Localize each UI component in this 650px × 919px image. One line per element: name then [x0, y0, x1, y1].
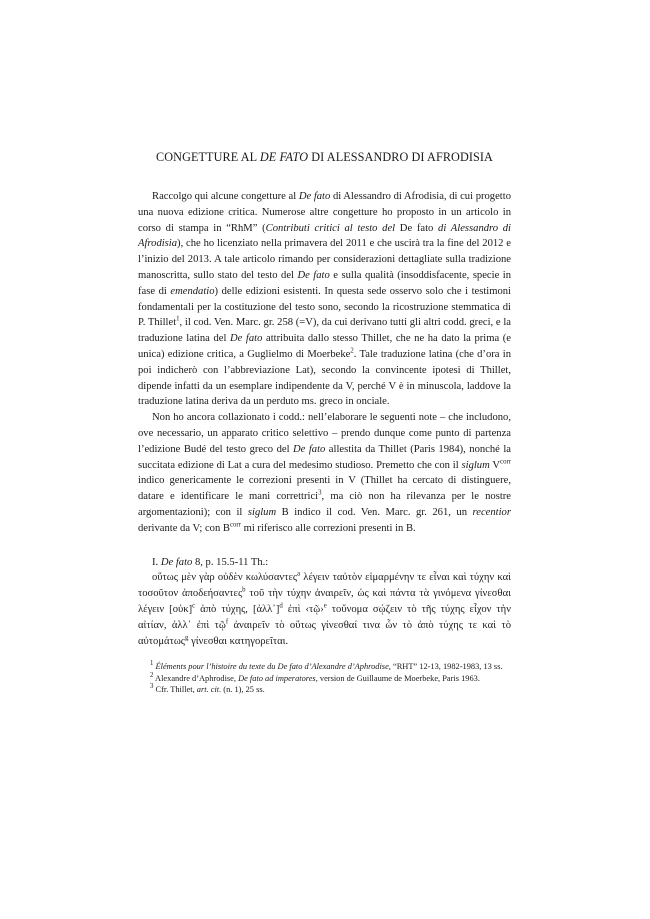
title-work: DE FATO	[259, 150, 309, 164]
section-I	[138, 555, 511, 650]
paragraph-2: Non ho ancora collazionato i codd.: nell’elaborare le seguenti note – che includono, ove necessario, un apparato critico selettivo – prendo dunque come punto di partenza l’edizione Budé del testo greco del De fato allestita da Thillet (Paris 1984), nonché la succitata edizione di Lat a cura del medesimo studioso. Premetto che con il siglum $V^{corr}$ indico genericamente le correzioni presenti in V (Thillet ha cercato di distinguere, datare e identificare le mani correttrici$^3$, ma ciò non ha rilevanza per le nostre argomentazioni); con il siglum B indico il cod. Ven. Marc. gr. 261, un recentior derivante da V; con $B^{corr}$ mi riferisco alle correzioni presenti in B.	[138, 412, 511, 534]
page-body	[138, 150, 511, 695]
footnote-1: $^1$ Éléments pour l’histoire du texte du De fato d’Alexandre d’Aphrodise, “RHT” 12-13, 1982-1983, 13 ss.	[150, 660, 503, 672]
greek-passage: οὕτως μὲν γὰρ οὐδὲν κωλύσαντες$^a$ λέγειν ταὐτὸν εἱμαρμένην τε εἶναι καὶ τύχην καὶ τοσοῦτον ἀποδεήσαντες$^b$ τοῦ τὴν τύχην ἀναιρεῖν, ὡς καὶ πάντα τὰ γινόμενα γίνεσθαι λέγειν [οὐκ]$^c$ ἀπὸ τύχης, [ἀλλ᾽]$^d$ ἐπὶ ‹τῷ›$^e$ τοὔνομα σῴζειν τὸ τῆς τύχης εἶχον τὴν αἰτίαν, ἀλλ᾽ ἐπὶ τῷ$^f$ ἀναιρεῖν τὸ οὕτως γίνεσθαί τινα ὧν τὸ ἀπὸ τύχης τε καὶ τὸ αὐτομάτως$^g$ γίνεσθαι κατηγορεῖται.	[138, 570, 512, 647]
footnote-ref-3[interactable]: 3	[318, 489, 322, 497]
article-title	[138, 150, 511, 165]
paragraph-1: Raccolgo qui alcune congetture al De fato di Alessandro di Afrodisia, di cui progetto una nuova edizione critica. Numerose altre congetture ho proposto in un articolo in corso di stampa in “RhM” (Contributi critici al testo del De fato di Alessandro di Afrodisia), che ho licenziato nella primavera del 2011 e che uscirà tra la fine del 2012 e l’inizio del 2013. A tale articolo rimando per considerazioni dettagliate sulla tradizione manoscritta, sullo stato del testo del De fato e sulla qualità (insoddisfacente, specie in fase di emendatio) delle edizioni esistenti. In questa sede osservo solo che i testimoni fondamentali per la costituzione del testo sono, secondo la ricostruzione stemmatica di P. Thillet$^1$, il cod. Ven. Marc. gr. 258 (=V), da cui derivano tutti gli altri codd. greci, e la traduzione latina del De fato attribuita dallo stesso Thillet, che ne ha dato la prima (e unica) edizione critica, a Guglielmo di Moerbeke$^2$. Tale traduzione latina (che d’ora in poi indicherò con l’abbreviazione Lat), secondo la convincente ipotesi di Thillet, dipende infatti da un esemplare indipendente da V, perché V è in minuscola, laddove la traduzione latina deriva da un perduto ms. greco in onciale.	[138, 191, 512, 408]
title-text-end: DI ALESSANDRO DI AFRODISIA	[308, 150, 493, 164]
footnotes	[138, 661, 511, 695]
footnote-2: $^2$ Alexandre d’Aphrodise, De fato ad imperatores, version de Guillaume de Moerbeke, Paris 1963.	[150, 671, 480, 683]
footnote-ref-2[interactable]: 2	[350, 347, 354, 355]
section-heading: I. De fato 8, p. 15.5-11 Th.:	[152, 556, 269, 568]
footnote-ref-1[interactable]: 1	[176, 315, 180, 323]
footnote-3: $^3$ Cfr. Thillet, art. cit. (n. 1), 25 ss.	[150, 682, 265, 694]
title-text: CONGETTURE AL	[156, 150, 260, 164]
